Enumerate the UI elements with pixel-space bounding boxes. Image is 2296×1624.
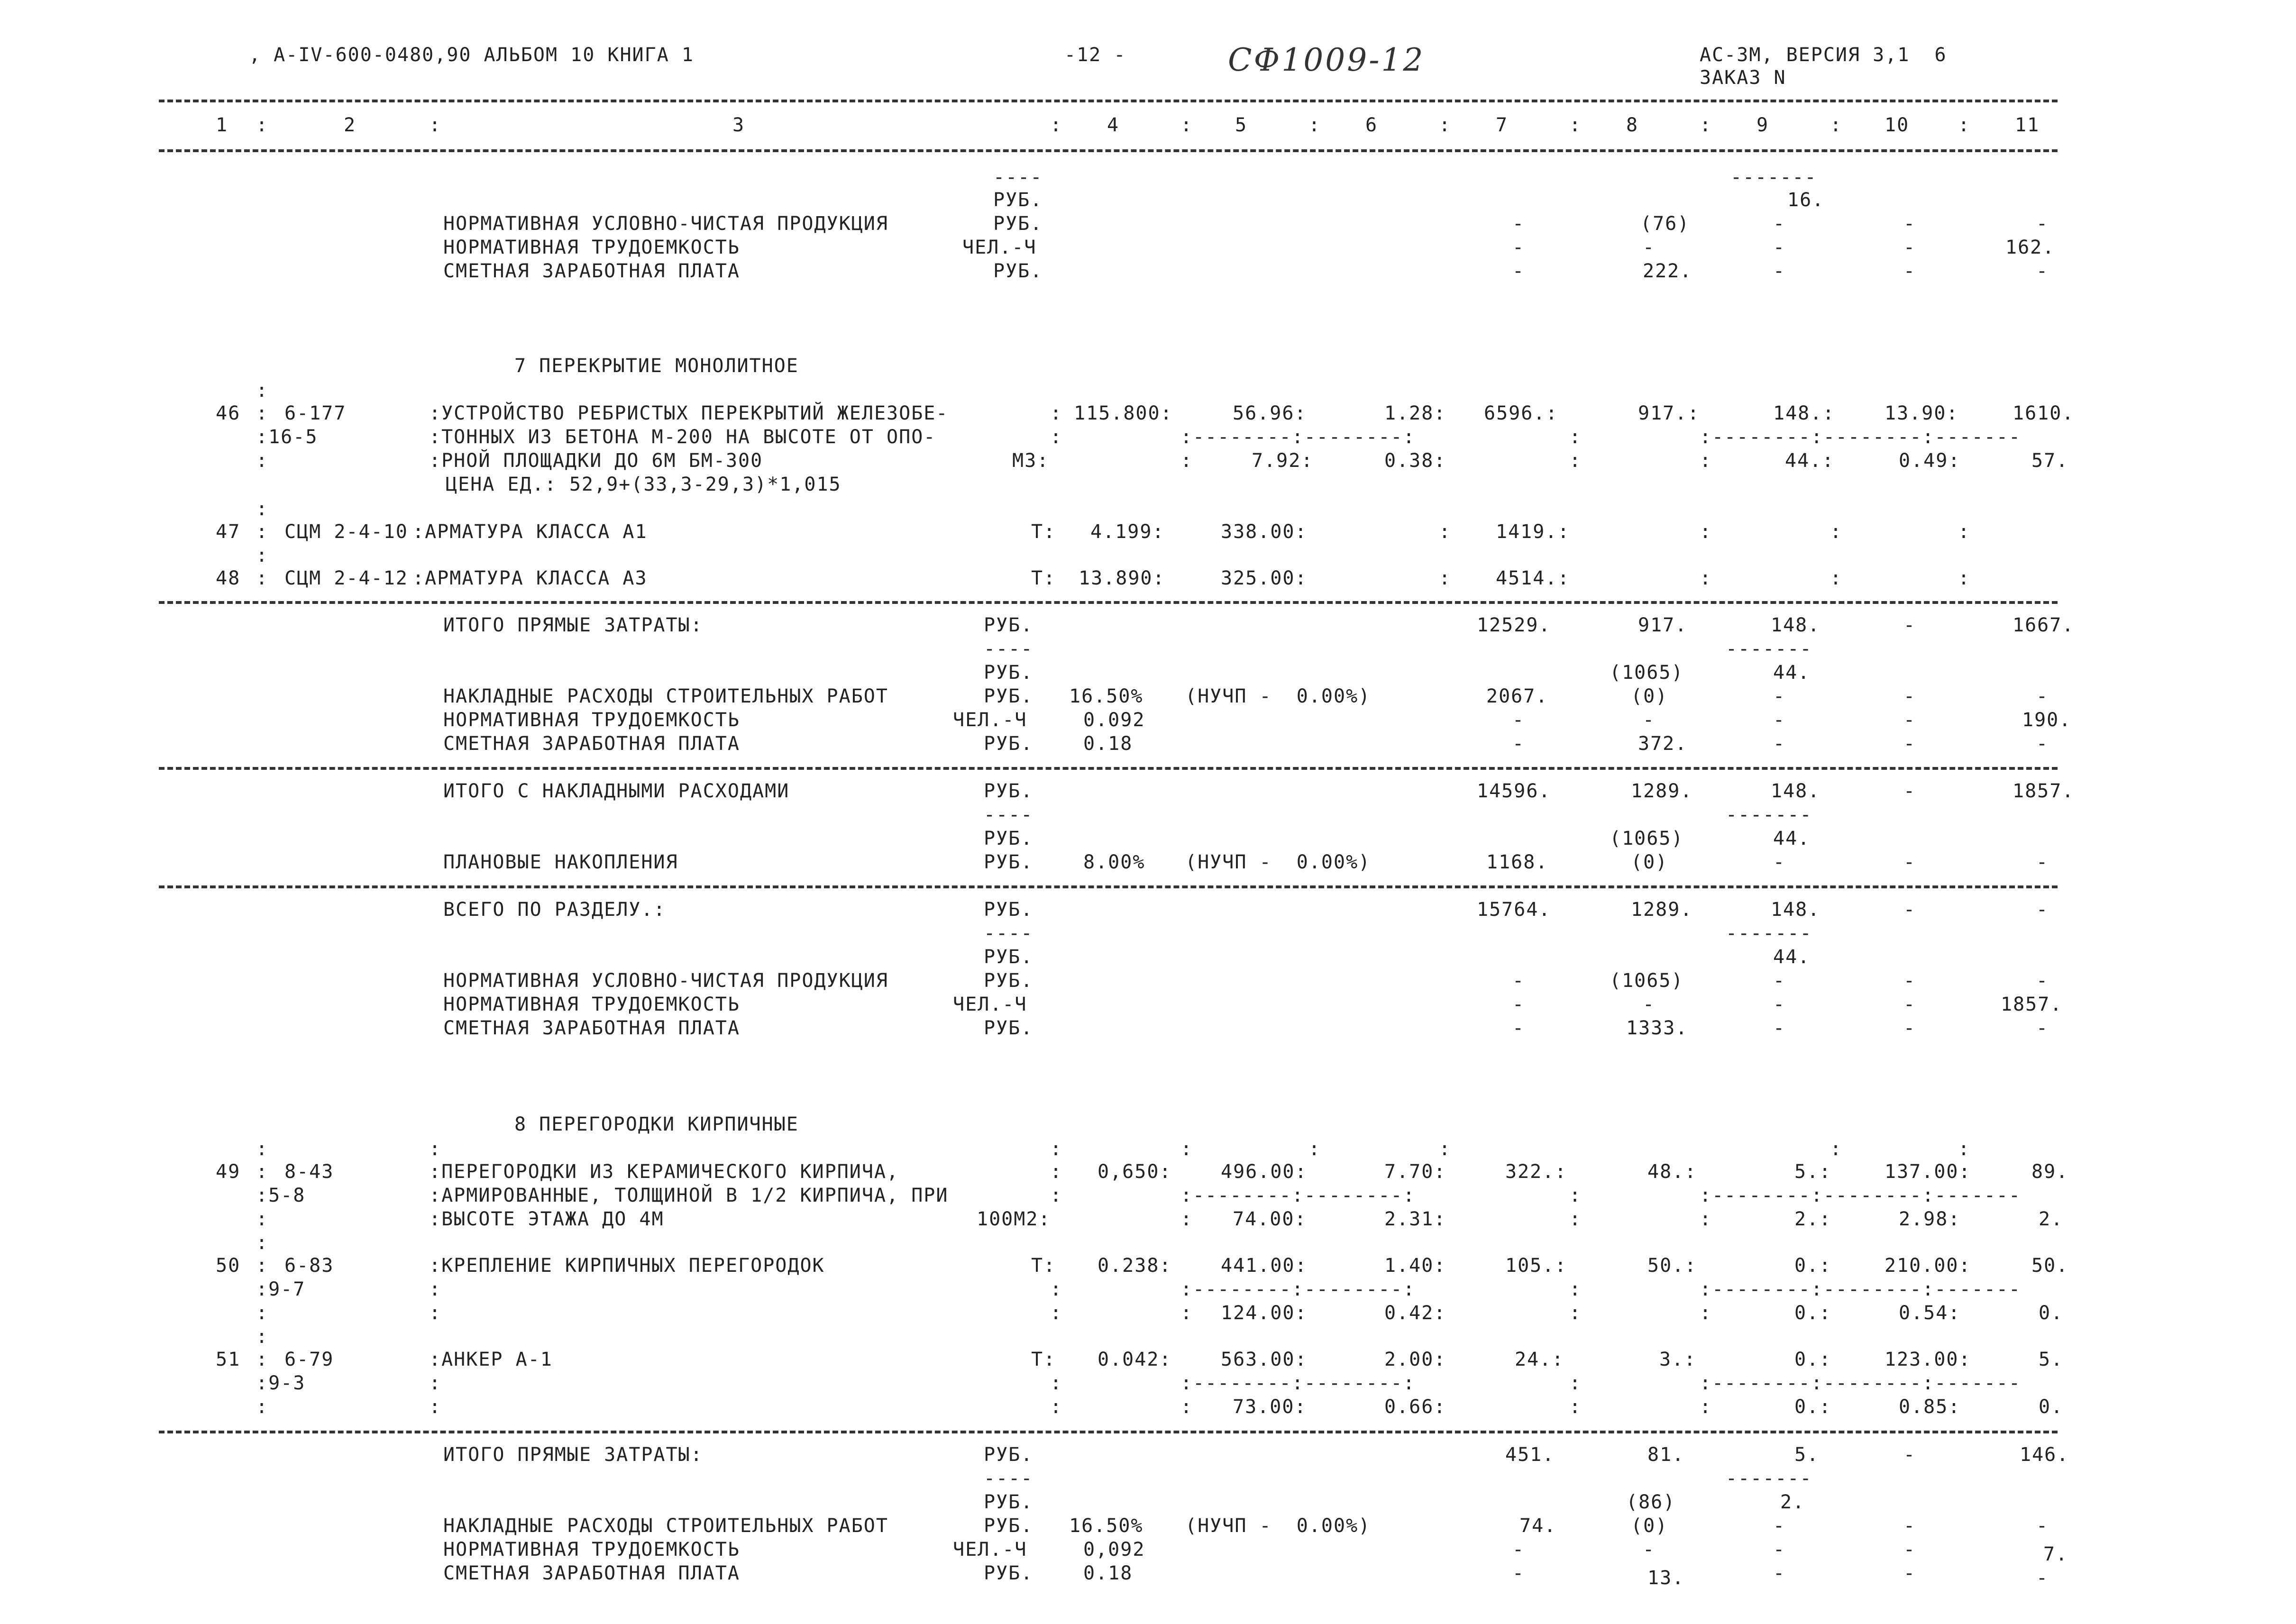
row-number: 46 xyxy=(216,402,241,424)
labor-label: НОРМАТИВНАЯ ТРУДОЕМКОСТЬ xyxy=(443,1539,740,1560)
norm-code: СЦМ 2-4-12 xyxy=(284,567,408,589)
total-direct-label: ИТОГО ПРЯМЫЕ ЗАТРАТЫ: xyxy=(443,1444,703,1466)
row-number: 50 xyxy=(216,1255,241,1277)
handwritten-sheet-code: СФ1009-12 xyxy=(1228,42,1425,78)
row-number: 47 xyxy=(216,521,241,543)
header-rule-top xyxy=(159,100,2058,102)
work-description: :УСТРОЙСТВО РЕБРИСТЫХ ПЕРЕКРЫТИЙ ЖЕЛЕЗОБЕ- xyxy=(429,402,949,424)
overhead-label: НАКЛАДНЫЕ РАСХОДЫ СТРОИТЕЛЬНЫХ РАБОТ xyxy=(443,1515,888,1537)
price-formula: ЦЕНА ЕД.: 52,9+(33,3-29,3)*1,015 xyxy=(446,474,842,495)
divider xyxy=(159,885,2058,888)
overhead-label: НАКЛАДНЫЕ РАСХОДЫ СТРОИТЕЛЬНЫХ РАБОТ xyxy=(443,685,888,707)
row-number: 51 xyxy=(216,1349,241,1370)
col-9-header: 9 xyxy=(1756,114,1769,136)
row-number: 49 xyxy=(216,1161,241,1183)
col-7-header: 7 xyxy=(1496,114,1509,136)
section-title: 8 ПЕРЕГОРОДКИ КИРПИЧНЫЕ xyxy=(514,1113,799,1135)
norm-code: 8-43 xyxy=(284,1161,334,1183)
unit: Т: xyxy=(1031,567,1056,589)
col-1-header: 1 xyxy=(216,114,229,136)
order-number-label: ЗАКАЗ N xyxy=(1700,67,1786,89)
work-description: :ПЕРЕГОРОДКИ ИЗ КЕРАМИЧЕСКОГО КИРПИЧА, xyxy=(429,1161,899,1183)
unit: Т: xyxy=(1031,521,1056,543)
row-label: НОРМАТИВНАЯ ТРУДОЕМКОСТЬ xyxy=(443,237,740,258)
estimate-page: , А-IV-600-0480,90 АЛЬБОМ 10 КНИГА 1 -12 - СФ1009-12 АС-3М, ВЕРСИЯ 3,1 6 ЗАКАЗ N 1 : 2 : 3 : 4 : 5 : 6 : 7 : 8 : 9 : 10 : 11 ---- РУБ. ------- 16. НОРМАТИВНАЯ УСЛОВНО-ЧИСТАЯ ПРОДУКЦИЯ РУБ. - (76) - - - НОРМАТИВНАЯ ТРУДОЕМКОСТЬ ЧЕЛ.-Ч - - - - 162. СМЕТНАЯ ЗАРАБОТНАЯ ПЛАТА РУБ. - 222. - - - 7 ПЕРЕКРЫТИЕ МОНОЛИТНОЕ : 46 : 6-177 :16-5 : :УСТРОЙСТВО РЕБРИСТЫХ ПЕРЕКРЫТИЙ ЖЕЛЕЗОБЕ- :ТОННЫХ ИЗ БЕТОНА М-200 НА ВЫСОТЕ ОТ ОПО- :РНОЙ ПЛОЩАДКИ ДО 6М БМ-300 М3: ЦЕНА ЕД.: 52,9+(33,3-29,3)*1,015 : : 115.800: 56.96: 1.28: 6596.: 917.: 148.: 13.90: 1610. :--------:--------: : :--------:--------:------- : 7.92: 0.38: : : 44.: 0.49: 57. : 47 : СЦМ 2-4-10 :АРМАТУРА КЛАССА А1 Т: 4.199: 338.00: : 1419.: : : : : 48 : СЦМ 2-4-12 :АРМАТУРА КЛАССА А3 Т: 13.890: 325.00: : 4514.: : : : ИТОГО ПРЯМЫЕ ЗАТРАТЫ: РУБ. 12529. 917. 148. - 1667. ---- ------- РУБ. (1065) 44. НАКЛАДНЫЕ РАСХОДЫ СТРОИТЕЛЬНЫХ РАБОТ РУБ. 16.50% (НУЧП - 0.00%) 2067. (0) - - - НОРМАТИВНАЯ ТРУДОЕМКОСТЬ ЧЕЛ.-Ч 0.092 - - - - 190. СМЕТНАЯ ЗАРАБОТНАЯ ПЛАТА РУБ. 0.18 - 372. - - - ИТОГО С НАКЛАДНЫМИ РАСХОДАМИ РУБ. 14596. 1289. 148. - 1857. ---- ------- РУБ. (1065) 44. ПЛАНОВЫЕ НАКОПЛЕНИЯ РУБ. 8.00% (НУЧП - 0.00%) 1168. (0) - - - ВСЕГО ПО РАЗДЕЛУ.: РУБ. 15764. 1289. 148. - - ---- ------- РУБ. 44. НОРМАТИВНАЯ УСЛОВНО-ЧИСТАЯ ПРОДУКЦИЯ РУБ. - (1065) - - - НОРМАТИВНАЯ ТРУДОЕМКОСТЬ ЧЕЛ.-Ч - - - - 1857. СМЕТНАЯ ЗАРАБОТНАЯ ПЛАТА РУБ. - 1333. - - - 8 ПЕРЕГОРОДКИ КИРПИЧНЫЕ : : : : : : : : 49 : 8-43 :5-8 : :ПЕРЕГОРОДКИ ИЗ КЕРАМИЧЕСКОГО КИРПИЧА, :АРМИРОВАННЫЕ, ТОЛЩИНОЙ В 1/2 КИРПИЧА, ПРИ :ВЫСОТЕ ЭТАЖА ДО 4М 100М2: : : 0,650: 496.00: 7.70: 322.: 48.: 5.: 137.00: 89. :--------:--------: : :--------:--------:------- : 74.00: 2.31: : : 2.: 2.98: 2. : 50 : 6-83 :9-7 : :КРЕПЛЕНИЕ КИРПИЧНЫХ ПЕРЕГОРОДОК : : Т: : : 0.238: 441.00: 1.40: 105.: 50.: 0.: 210.00: 50. :--------:--------: : :--------:--------:------- : 124.00: 0.42: : : 0.: 0.54: 0. : 51 : 6-79 :9-3 : :АНКЕР А-1 : : Т: : : 0.042: 563.00: 2.00: 24.: 3.: 0.: 123.00: 5. :--------:--------: : :--------:--------:------- : 73.00: 0.66: : : 0.: 0.85: 0. ИТОГО ПРЯМЫЕ ЗАТРАТЫ: РУБ. 451. 81. 5. - 146. ---- ------- РУБ. (86) 2. НАКЛАДНЫЕ РАСХОДЫ СТРОИТЕЛЬНЫХ РАБОТ РУБ. 16.50% (НУЧП - 0.00%) 74. (0) - - - НОРМАТИВНАЯ ТРУДОЕМКОСТЬ ЧЕЛ.-Ч 0,092 - - - - 7. СМЕТНАЯ ЗАРАБОТНАЯ ПЛАТА РУБ. 0.18 - 13. - - - xyxy=(0,0,2296,1624)
program-version: АС-3М, ВЕРСИЯ 3,1 6 xyxy=(1700,44,1947,66)
col-11-header: 11 xyxy=(2015,114,2040,136)
labor-label: НОРМАТИВНАЯ ТРУДОЕМКОСТЬ xyxy=(443,709,740,731)
wage-label: СМЕТНАЯ ЗАРАБОТНАЯ ПЛАТА xyxy=(443,733,740,755)
norm-code: 6-177 xyxy=(284,402,347,424)
header-rule-bottom xyxy=(159,149,2058,152)
row-label: СМЕТНАЯ ЗАРАБОТНАЯ ПЛАТА xyxy=(443,260,740,282)
unit: Т: xyxy=(1031,1349,1056,1370)
section-title: 7 ПЕРЕКРЫТИЕ МОНОЛИТНОЕ xyxy=(514,355,799,377)
norm-code: СЦМ 2-4-10 xyxy=(284,521,408,543)
row-label: НОРМАТИВНАЯ УСЛОВНО-ЧИСТАЯ ПРОДУКЦИЯ xyxy=(443,213,888,235)
col-5-header: 5 xyxy=(1235,114,1248,136)
work-description: :АРМАТУРА КЛАССА А1 xyxy=(412,521,648,543)
total-with-overhead-label: ИТОГО С НАКЛАДНЫМИ РАСХОДАМИ xyxy=(443,780,790,802)
wage-label: СМЕТНАЯ ЗАРАБОТНАЯ ПЛАТА xyxy=(443,1562,740,1584)
col-6-header: 6 xyxy=(1365,114,1378,136)
divider xyxy=(159,767,2058,770)
norm-code: 6-83 xyxy=(284,1255,334,1277)
section-total-label: ВСЕГО ПО РАЗДЕЛУ.: xyxy=(443,899,666,921)
planned-savings-label: ПЛАНОВЫЕ НАКОПЛЕНИЯ xyxy=(443,851,678,873)
work-description: :АНКЕР А-1 xyxy=(429,1349,553,1370)
row-label: НОРМАТИВНАЯ ТРУДОЕМКОСТЬ xyxy=(443,994,740,1015)
total-direct-label: ИТОГО ПРЯМЫЕ ЗАТРАТЫ: xyxy=(443,614,703,636)
col-4-header: 4 xyxy=(1107,114,1120,136)
col-8-header: 8 xyxy=(1626,114,1639,136)
work-description: :АРМАТУРА КЛАССА А3 xyxy=(412,567,648,589)
row-number: 48 xyxy=(216,567,241,589)
norm-code: 6-79 xyxy=(284,1349,334,1370)
col-10-header: 10 xyxy=(1884,114,1910,136)
row-label: НОРМАТИВНАЯ УСЛОВНО-ЧИСТАЯ ПРОДУКЦИЯ xyxy=(443,970,888,992)
work-description: :КРЕПЛЕНИЕ КИРПИЧНЫХ ПЕРЕГОРОДОК xyxy=(429,1255,825,1277)
unit: Т: xyxy=(1031,1255,1056,1277)
unit: М3: xyxy=(1012,450,1050,472)
divider xyxy=(159,1431,2058,1433)
col-2-header: 2 xyxy=(344,114,357,136)
page-number: -12 - xyxy=(1064,44,1126,66)
unit: 100М2: xyxy=(977,1208,1051,1230)
row-label: СМЕТНАЯ ЗАРАБОТНАЯ ПЛАТА xyxy=(443,1017,740,1039)
document-code: , А-IV-600-0480,90 АЛЬБОМ 10 КНИГА 1 xyxy=(249,44,694,66)
col-3-header: 3 xyxy=(732,114,745,136)
divider xyxy=(159,601,2058,604)
